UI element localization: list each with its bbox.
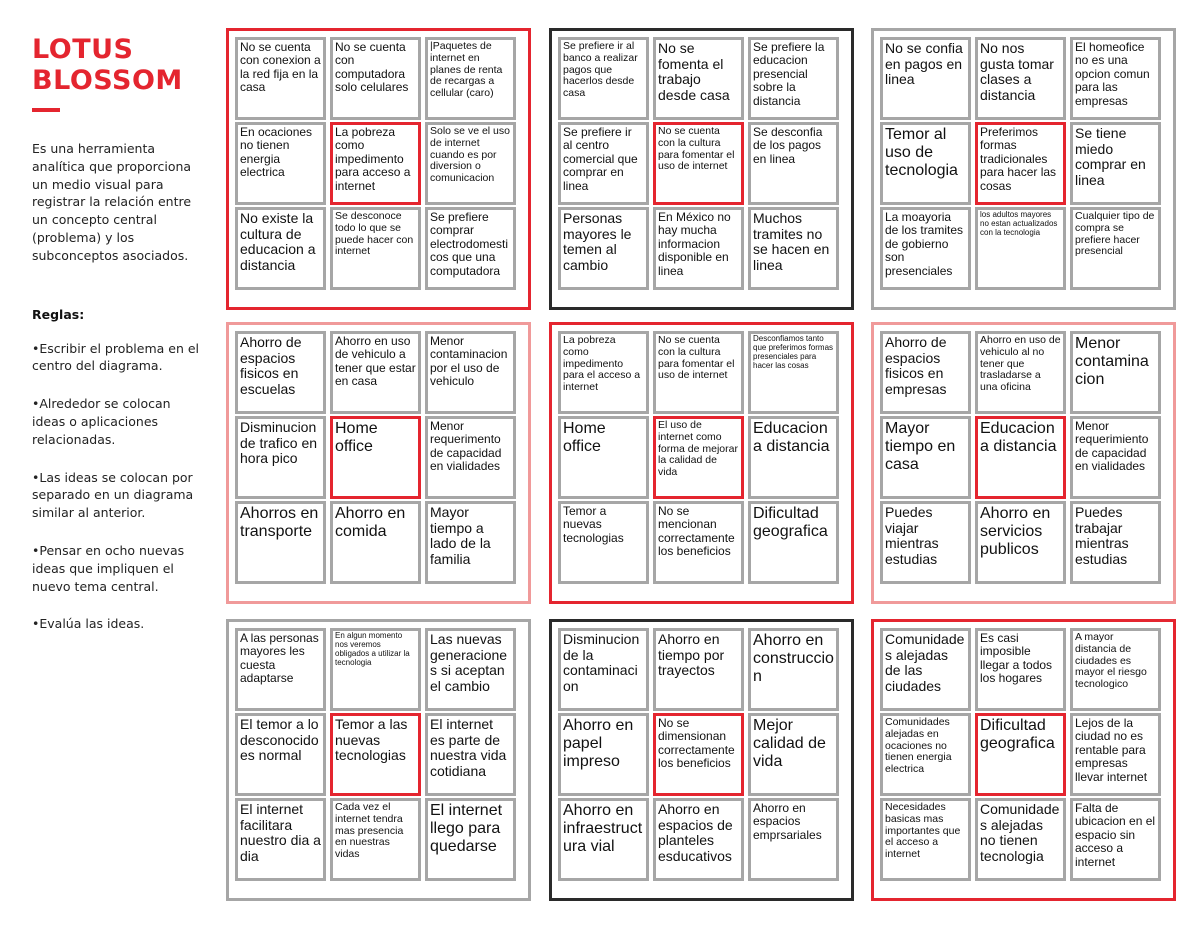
idea-cell: Ahorro en servicios publicos [975, 501, 1066, 584]
central-concept-cell: Educacion a distancia [975, 416, 1066, 499]
idea-cell: Ahorro de espacios fisicos en escuelas [235, 331, 326, 414]
idea-cell: No existe la cultura de educacion a distancia [235, 207, 326, 290]
rules-heading: Reglas: [32, 306, 85, 322]
lotus-block-5 [549, 322, 854, 604]
idea-cell: No se fomenta el trabajo desde casa [653, 37, 744, 120]
idea-cell: Ahorro en papel impreso [558, 713, 649, 796]
central-concept-cell: No se dimensionan correctamente los beneficios [653, 713, 744, 796]
idea-cell: Ahorro en uso de vehiculo al no tener que trasladarse a una oficina [975, 331, 1066, 414]
title-line-1: LOTUS [32, 34, 134, 65]
idea-cell: Ahorro en construccion [748, 628, 839, 711]
idea-cell: No se cuenta con computadora solo celulares [330, 37, 421, 120]
idea-cell: Menor requerimiento de capacidad en vialidades [1070, 416, 1161, 499]
page-title [32, 34, 202, 96]
idea-cell: El internet llego para quedarse [425, 798, 516, 881]
idea-cell: Muchos tramites no se hacen en linea [748, 207, 839, 290]
idea-cell: Personas mayores le temen al cambio [558, 207, 649, 290]
idea-cell: Cada vez el internet tendra mas presencia en nuestras vidas [330, 798, 421, 881]
idea-cell: Se prefiere ir al centro comercial que comprar en linea [558, 122, 649, 205]
idea-cell: Necesidades basicas mas importantes que el acceso a internet [880, 798, 971, 881]
idea-cell: A las personas mayores les cuesta adaptarse [235, 628, 326, 711]
idea-cell: La moayoria de los tramites de gobierno son presenciales [880, 207, 971, 290]
idea-cell: Ahorro en uso de vehiculo a tener que estar en casa [330, 331, 421, 414]
idea-cell: |Paquetes de internet en planes de renta de recargas a cellular (caro) [425, 37, 516, 120]
idea-cell: Se desconfia de los pagos en linea [748, 122, 839, 205]
idea-cell: Menor contaminacion por el uso de vehiculo [425, 331, 516, 414]
central-concept-cell: Home office [330, 416, 421, 499]
idea-cell: Se prefiere ir al banco a realizar pagos que hacerlos desde casa [558, 37, 649, 120]
idea-cell: Ahorro en infraestructura vial [558, 798, 649, 881]
idea-cell: En ocaciones no tienen energia electrica [235, 122, 326, 205]
idea-cell: Lejos de la ciudad no es rentable para empresas llevar internet [1070, 713, 1161, 796]
idea-cell: Es casi imposible llegar a todos los hogares [975, 628, 1066, 711]
idea-cell: Temor a nuevas tecnologias [558, 501, 649, 584]
idea-cell: Puedes viajar mientras estudias [880, 501, 971, 584]
rules-list [32, 340, 202, 634]
idea-cell: Ahorro en tiempo por trayectos [653, 628, 744, 711]
idea-cell: Falta de ubicacion en el espacio sin acceso a internet [1070, 798, 1161, 881]
idea-cell: Disminucion de la contaminacion [558, 628, 649, 711]
central-concept-cell: Temor a las nuevas tecnologias [330, 713, 421, 796]
info-panel [32, 34, 202, 653]
idea-cell: El internet facilitara nuestro dia a dia [235, 798, 326, 881]
description-text: Es una herramienta analítica que proporciona un medio visual para registrar la relación entre un concepto central (problema) y los subconceptos asociados. [32, 141, 192, 263]
central-concept-cell: La pobreza como impedimento para acceso a internet [330, 122, 421, 205]
idea-cell: Home office [558, 416, 649, 499]
rule-item: •Pensar en ocho nuevas ideas que impliquen el nuevo tema central. [32, 542, 185, 594]
rule-item: •Evalúa las ideas. [32, 616, 145, 632]
idea-cell: Ahorro en espacios de planteles esducativos [653, 798, 744, 881]
idea-cell: Temor al uso de tecnologia [880, 122, 971, 205]
idea-cell: No se mencionan correctamente los beneficios [653, 501, 744, 584]
idea-cell: No se cuenta con conexion a la red fija en la casa [235, 37, 326, 120]
title-underline [32, 108, 60, 112]
central-concept-cell: El uso de internet como forma de mejorar la calidad de vida [653, 416, 744, 499]
central-concept-cell: Dificultad geografica [975, 713, 1066, 796]
idea-cell: Desconfiamos tanto que preferimos formas presenciales para hacer las cosas [748, 331, 839, 414]
idea-cell: Mayor tiempo a lado de la familia [425, 501, 516, 584]
idea-cell: Menor requerimento de capacidad en vialidades [425, 416, 516, 499]
idea-cell: No nos gusta tomar clases a distancia [975, 37, 1066, 120]
idea-cell: Comunidades alejadas de las ciudades [880, 628, 971, 711]
lotus-block-3 [871, 28, 1176, 310]
lotus-block-6 [871, 322, 1176, 604]
title-line-2: BLOSSOM [32, 65, 183, 96]
lotus-block-8 [549, 619, 854, 901]
lotus-block-1 [226, 28, 531, 310]
idea-cell: Ahorro de espacios fisicos en empresas [880, 331, 971, 414]
idea-cell: No se cuenta con la cultura para fomentar el uso de internet [653, 331, 744, 414]
idea-cell: Solo se ve el uso de internet cuando es por diversion o comunicacion [425, 122, 516, 205]
idea-cell: El homeofice no es una opcion comun para las empresas [1070, 37, 1161, 120]
idea-cell: Cualquier tipo de compra se prefiere hacer presencial [1070, 207, 1161, 290]
lotus-block-4 [226, 322, 531, 604]
idea-cell: Disminucion de trafico en hora pico [235, 416, 326, 499]
idea-cell: Ahorros en transporte [235, 501, 326, 584]
idea-cell: Ahorro en comida [330, 501, 421, 584]
idea-cell: Menor contaminacion [1070, 331, 1161, 414]
idea-cell: Ahorro en espacios emprsariales [748, 798, 839, 881]
idea-cell: Se prefiere la educacion presencial sobre la distancia [748, 37, 839, 120]
rule-item: •Las ideas se colocan por separado en un diagrama similar al anterior. [32, 469, 194, 521]
lotus-block-7 [226, 619, 531, 901]
lotus-block-9 [871, 619, 1176, 901]
idea-cell: los adultos mayores no estan actualizados con la tecnologia [975, 207, 1066, 290]
idea-cell: Las nuevas generaciones si aceptan el cambio [425, 628, 516, 711]
central-concept-cell: No se cuenta con la cultura para fomentar el uso de internet [653, 122, 744, 205]
idea-cell: Comunidades alejadas en ocaciones no tienen energia electrica [880, 713, 971, 796]
idea-cell: El internet es parte de nuestra vida cotidiana [425, 713, 516, 796]
idea-cell: El temor a lo desconocido es normal [235, 713, 326, 796]
idea-cell: En México no hay mucha informacion disponible en linea [653, 207, 744, 290]
idea-cell: En algun momento nos veremos obligados a utilizar la tecnologia [330, 628, 421, 711]
idea-cell: Se prefiere comprar electrodomesticos que una computadora [425, 207, 516, 290]
idea-cell: Se desconoce todo lo que se puede hacer con internet [330, 207, 421, 290]
idea-cell: A mayor distancia de ciudades es mayor el riesgo tecnologico [1070, 628, 1161, 711]
idea-cell: Puedes trabajar mientras estudias [1070, 501, 1161, 584]
idea-cell: No se confia en pagos en linea [880, 37, 971, 120]
idea-cell: Se tiene miedo comprar en linea [1070, 122, 1161, 205]
idea-cell: La pobreza como impedimento para el acceso a internet [558, 331, 649, 414]
lotus-block-2 [549, 28, 854, 310]
central-concept-cell: Preferimos formas tradicionales para hacer las cosas [975, 122, 1066, 205]
rule-item: •Escribir el problema en el centro del diagrama. [32, 340, 200, 374]
idea-cell: Comunidades alejadas no tienen tecnologia [975, 798, 1066, 881]
idea-cell: Educacion a distancia [748, 416, 839, 499]
idea-cell: Mayor tiempo en casa [880, 416, 971, 499]
idea-cell: Dificultad geografica [748, 501, 839, 584]
rule-item: •Alrededor se colocan ideas o aplicaciones relacionadas. [32, 396, 171, 447]
idea-cell: Mejor calidad de vida [748, 713, 839, 796]
